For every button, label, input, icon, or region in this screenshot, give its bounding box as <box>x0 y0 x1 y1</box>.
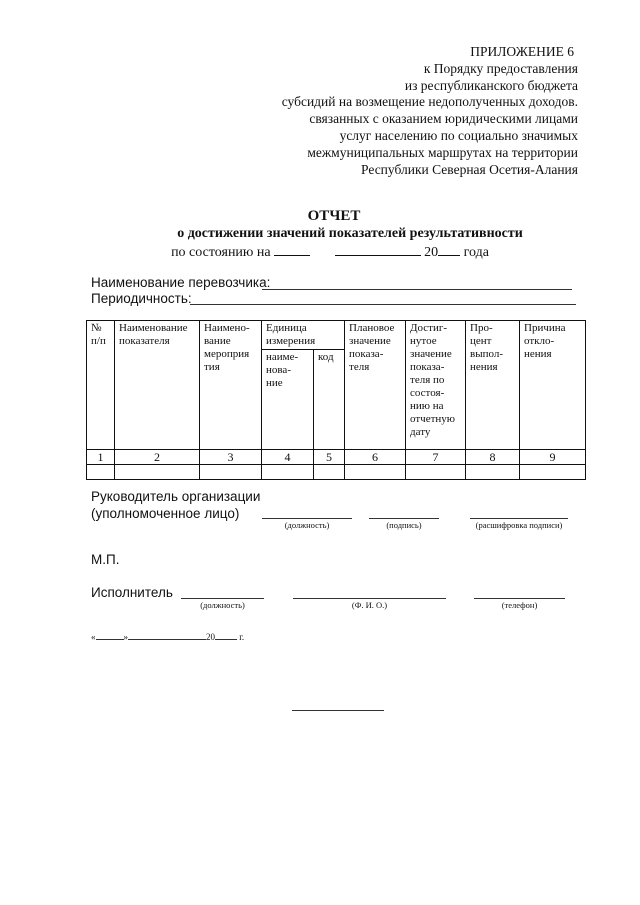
column-number: 3 <box>200 450 262 465</box>
table-cell[interactable] <box>466 465 520 480</box>
date-prefix: по состоянию на <box>171 245 271 260</box>
month-blank[interactable] <box>335 243 421 256</box>
table-row <box>87 465 586 480</box>
column-number: 5 <box>314 450 345 465</box>
table-cell[interactable] <box>314 465 345 480</box>
executor-phone-caption: (телефон) <box>501 600 538 610</box>
executor-name-caption: (Ф. И. О.) <box>351 600 388 610</box>
date-suffix: г. <box>239 632 245 642</box>
date-open-quote: « <box>91 632 96 642</box>
date-month-blank[interactable] <box>128 631 206 640</box>
executor-position-line[interactable] <box>181 598 264 599</box>
column-number: 2 <box>115 450 200 465</box>
year-suffix: года <box>463 245 489 260</box>
table-cell[interactable] <box>115 465 200 480</box>
head-label <box>91 488 260 522</box>
year-blank[interactable] <box>438 243 460 256</box>
date-line <box>91 631 244 642</box>
table-cell[interactable] <box>520 465 586 480</box>
header-achieved: Достиг- нутое значение показа- теля по состоя- нию на отчетную дату <box>406 321 466 450</box>
head-signature-caption: (подпись) <box>386 520 422 530</box>
header-unit-name: наиме- нова- ние <box>262 350 314 450</box>
header-planned: Плановое значение показа- теля <box>345 321 406 450</box>
appendix-line: к Порядку предоставления <box>423 60 578 76</box>
table-cell[interactable] <box>406 465 466 480</box>
header-unit: Единица измерения <box>262 321 345 350</box>
column-number: 9 <box>520 450 586 465</box>
column-number: 8 <box>466 450 520 465</box>
executor-label: Исполнитель <box>91 585 173 600</box>
header-indicator: Наименование показателя <box>115 321 200 450</box>
appendix-line: Республики Северная Осетия-Алания <box>361 161 578 177</box>
appendix-line: субсидий на возмещение недополученных доходов. <box>281 94 578 110</box>
header-event: Наимено- вание мероприя тия <box>200 321 262 450</box>
appendix-header <box>218 44 578 178</box>
end-separator <box>292 710 384 711</box>
head-decode-caption: (расшифровка подписи) <box>475 520 563 530</box>
column-number-row <box>87 450 586 465</box>
day-blank[interactable] <box>274 243 310 256</box>
header-num: № п/п <box>87 321 115 450</box>
date-year-blank[interactable] <box>215 631 237 640</box>
table-cell[interactable] <box>87 465 115 480</box>
executor-phone-line[interactable] <box>474 598 565 599</box>
date-year-prefix: 20 <box>206 632 215 642</box>
head-signature-line[interactable] <box>369 518 439 519</box>
date-day-blank[interactable] <box>96 631 124 640</box>
table-header-row <box>87 321 586 350</box>
carrier-label: Наименование перевозчика: <box>91 275 271 290</box>
appendix-title: ПРИЛОЖЕНИЕ 6 <box>470 44 574 59</box>
stamp-label: М.П. <box>91 552 120 567</box>
appendix-line: межмуниципальных маршрутах на территории <box>307 144 578 160</box>
head-position-caption: (должность) <box>284 520 330 530</box>
head-position-line[interactable] <box>262 518 352 519</box>
column-number: 1 <box>87 450 115 465</box>
executor-name-line[interactable] <box>293 598 446 599</box>
appendix-line: из республиканского бюджета <box>404 77 578 93</box>
table-cell[interactable] <box>345 465 406 480</box>
report-table <box>86 320 586 480</box>
column-number: 4 <box>262 450 314 465</box>
periodicity-field <box>91 291 192 306</box>
header-percent: Про- цент выпол- нения <box>466 321 520 450</box>
periodicity-input-line[interactable] <box>190 304 576 305</box>
column-number: 7 <box>406 450 466 465</box>
report-subtitle: о достижении значений показателей результативности <box>177 226 523 241</box>
executor-position-caption: (должность) <box>200 600 245 610</box>
table-cell[interactable] <box>200 465 262 480</box>
head-label-line1: Руководитель организации <box>91 489 261 504</box>
head-decode-line[interactable] <box>470 518 568 519</box>
carrier-input-line[interactable] <box>262 289 572 290</box>
periodicity-label: Периодичность: <box>91 291 192 306</box>
head-label-line2: (уполномоченное лицо) <box>91 506 240 521</box>
report-title: ОТЧЕТ <box>307 208 361 224</box>
carrier-field <box>91 275 270 290</box>
date-close-quote: » <box>123 632 128 642</box>
table-cell[interactable] <box>262 465 314 480</box>
header-reason: Причина откло- нения <box>520 321 586 450</box>
report-date-line <box>10 243 640 261</box>
appendix-line: услуг населению по социально значимых <box>339 127 578 143</box>
column-number: 6 <box>345 450 406 465</box>
header-unit-code: код <box>314 350 345 450</box>
appendix-line: связанных с оказанием юридическими лицами <box>309 111 578 127</box>
year-prefix: 20 <box>424 245 439 260</box>
